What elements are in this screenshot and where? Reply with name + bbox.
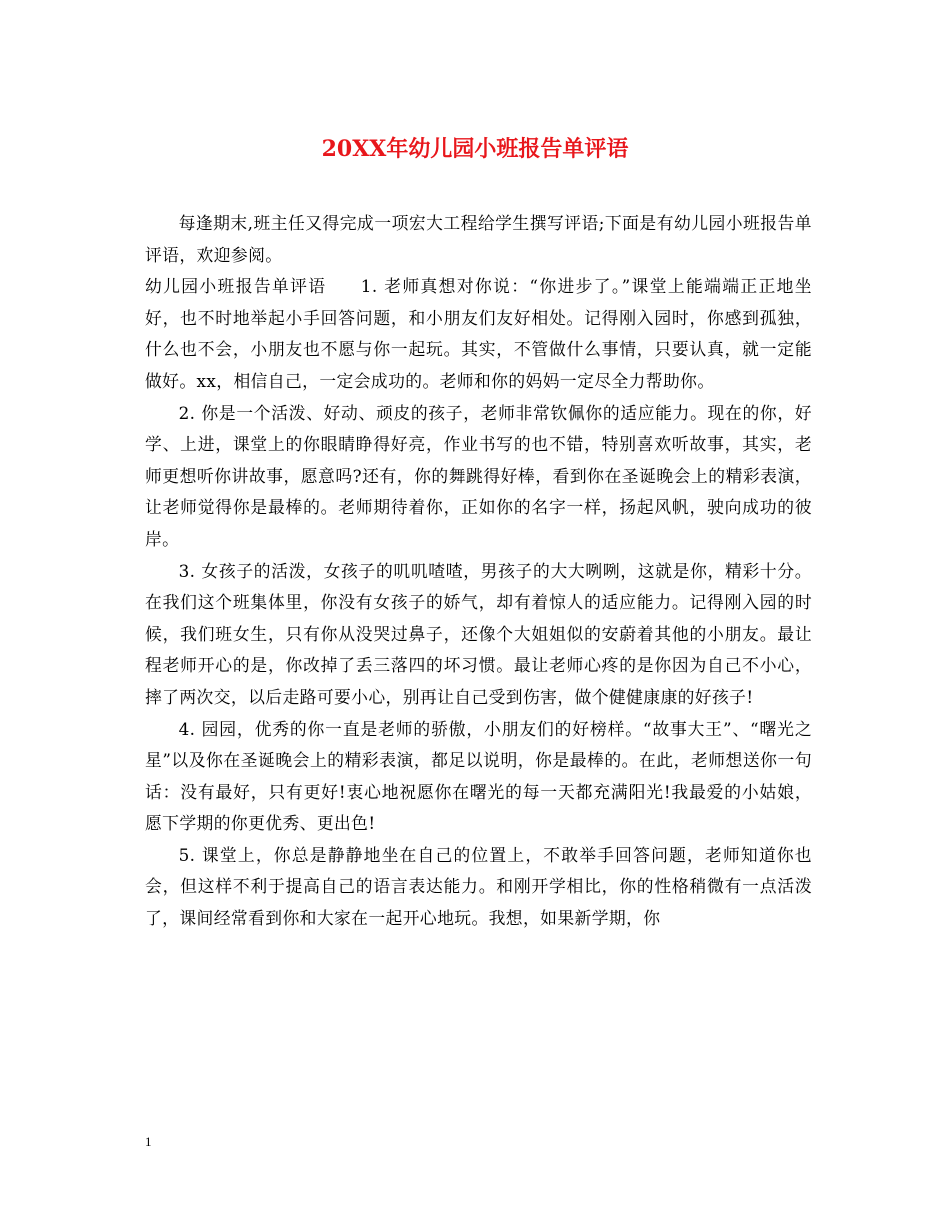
paragraph-2: 2. 你是一个活泼、好动、顽皮的孩子，老师非常钦佩你的适应能力。现在的你，好学、上进，课堂上的你眼睛睁得好亮，作业书写的也不错，特别喜欢听故事，其实，老师更想听你讲故事，愿意吗?还有，你的舞跳得好棒，看到你在圣诞晚会上的精彩表演，让老师觉得你是最棒的。老师期待着你，正如你的名字一样，扬起风帆，驶向成功的彼岸。	[145, 402, 812, 549]
paragraph-1-text: 1. 老师真想对你说：“你进步了。”课堂上能端端正正地坐好，也不时地举起小手回答问题，和小朋友们友好相处。记得刚入园时，你感到孤独，什么也不会，小朋友也不愿与你一起玩。其实，不管做什么事情，只要认真，就一定能做好。xx，相信自己，一定会成功的。老师和你的妈妈一定尽全力帮助你。	[145, 276, 812, 391]
paragraph-5: 5. 课堂上，你总是静静地坐在自己的位置上，不敢举手回答问题，老师知道你也会，但这样不利于提高自己的语言表达能力。和刚开学相比，你的性格稍微有一点活泼了，课间经常看到你和大家在一起开心地玩。我想，如果新学期，你	[145, 844, 812, 929]
heading-gap	[326, 276, 360, 296]
page-number: 1	[145, 1134, 152, 1149]
section-heading: 幼儿园小班报告单评语	[145, 276, 327, 297]
paragraph-3: 3. 女孩子的活泼，女孩子的叽叽喳喳，男孩子的大大咧咧，这就是你，精彩十分。在我们这个班集体里，你没有女孩子的娇气，却有着惊人的适应能力。记得刚入园的时候，我们班女生，只有你从没哭过鼻子，还像个大姐姐似的安蔚着其他的小朋友。最让程老师开心的是，你改掉了丢三落四的坏习惯。最让老师心疼的是你因为自己不小心，摔了两次交，以后走路可要小心，别再让自己受到伤害，做个健健康康的好孩子!	[145, 560, 812, 707]
section-paragraph-1	[145, 271, 812, 397]
paragraph-4: 4. 园园，优秀的你一直是老师的骄傲，小朋友们的好榜样。“故事大王”、“曙光之星”以及你在圣诞晚会上的精彩表演，都足以说明，你是最棒的。在此，老师想送你一句话：没有最好，只有更好!衷心地祝愿你在曙光的每一天都充满阳光!我最爱的小姑娘，愿下学期的你更优秀、更出色!	[145, 718, 812, 834]
document-body	[145, 208, 812, 935]
document-title: 20XX年幼儿园小班报告单评语	[321, 136, 629, 162]
intro-paragraph: 每逢期末,班主任又得完成一项宏大工程给学生撰写评语;下面是有幼儿园小班报告单评语，欢迎参阅。	[145, 213, 812, 265]
